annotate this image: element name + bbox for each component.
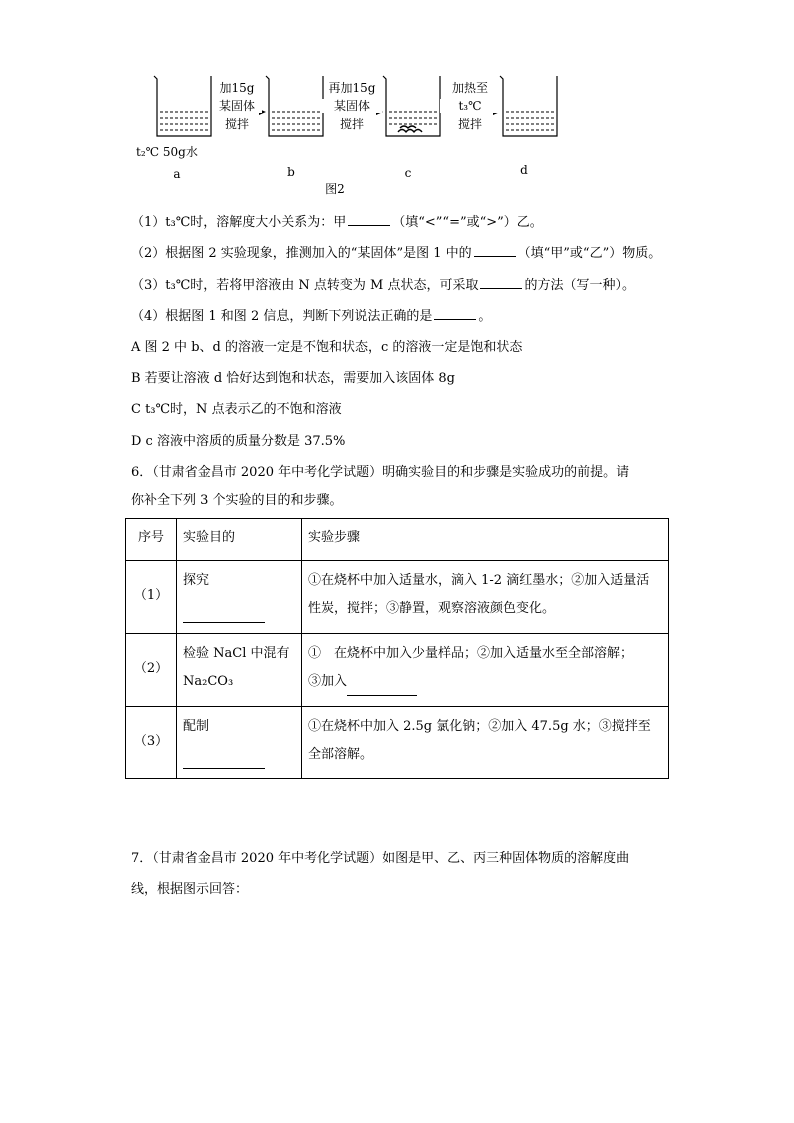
q5-option-d: D c 溶液中溶质的质量分数是 37.5% — [131, 434, 346, 449]
arrow-3-line-2: t₃℃ — [440, 99, 500, 113]
header-purpose: 实验目的 — [183, 530, 236, 545]
beaker-d-label: d — [520, 163, 528, 177]
table-row — [126, 561, 669, 634]
row-1-purpose-blank[interactable] — [183, 604, 265, 623]
arrow-1-line-3: 搅拌 — [224, 117, 249, 131]
arrow-2-line-1: 再加15g — [328, 81, 376, 95]
row-1-index: （1） — [133, 588, 169, 603]
row-3-purpose-blank[interactable] — [183, 750, 265, 769]
q5-sub3: （3）t₃℃时，若将甲溶液由 N 点转变为 M 点状态，可采取 的方法（写一种）。 — [131, 278, 635, 293]
table-row — [126, 707, 669, 779]
q5-sub1: （1）t₃℃时，溶解度大小关系为：甲 （填“<”“=”或“>”）乙。 — [131, 215, 543, 230]
table-row — [126, 634, 669, 707]
arrow-3-line-1: 加热至 — [451, 81, 488, 95]
row-3-purpose: 配制 — [183, 719, 210, 734]
row-2-purpose-formula: Na₂CO₃ — [183, 674, 234, 689]
answer-blank[interactable] — [348, 213, 390, 226]
beaker-b — [266, 76, 323, 136]
beaker-a-label: a — [173, 167, 181, 181]
q7-line-1: 7．（甘肃省金昌市 2020 年中考化学试题）如图是甲、乙、丙三种固体物质的溶解度曲 — [131, 851, 630, 866]
header-steps: 实验步骤 — [308, 530, 361, 545]
row-2-steps: ① 在烧杯中加入少量样品；②加入适量水至全部溶解； — [308, 646, 634, 661]
arrow-2-line-3: 搅拌 — [339, 117, 364, 131]
arrow-3-line-3: 搅拌 — [457, 117, 482, 131]
beaker-a — [154, 76, 211, 136]
answer-blank[interactable] — [474, 244, 516, 257]
arrow-1-line-2: 某固体 — [212, 99, 262, 113]
answer-blank[interactable] — [480, 276, 522, 289]
row-3-index: （3） — [133, 734, 169, 749]
q6-stem-line-1: 6．（甘肃省金昌市 2020 年中考化学试题）明确实验目的和步骤是实验成功的前提。请 — [131, 465, 630, 480]
row-2-index: （2） — [133, 661, 169, 676]
header-index: 序号 — [137, 530, 164, 545]
row-3-steps: ①在烧杯中加入 2.5g 氯化钠；②加入 47.5g 水；③搅拌至全部溶解。 — [308, 719, 651, 762]
beaker-c-label: c — [404, 166, 412, 180]
beaker-a-condition: t₂℃ 50g水 — [136, 145, 198, 159]
q7-line-2: 线，根据图示回答： — [131, 882, 249, 897]
arrow-2-line-2: 某固体 — [322, 99, 382, 113]
table-header-row — [126, 519, 669, 561]
figure-caption: 图2 — [325, 182, 345, 196]
row-2-steps-cont: ③加入 — [308, 674, 348, 689]
beaker-c — [383, 76, 440, 136]
row-2-steps-blank[interactable] — [347, 681, 417, 696]
q5-option-a: A 图 2 中 b、d 的溶液一定是不饱和状态，c 的溶液一定是饱和状态 — [131, 340, 523, 355]
arrow-1-line-1: 加15g — [219, 81, 255, 95]
q5-sub4: （4）根据图 1 和图 2 信息，判断下列说法正确的是 。 — [131, 309, 492, 324]
q5-sub2: （2）根据图 2 实验现象，推测加入的“某固体”是图 1 中的 （填“甲”或“乙”）物质。 — [131, 246, 662, 261]
beaker-b-label: b — [287, 165, 295, 179]
q6-stem-line-2: 你补全下列 3 个实验的目的和步骤。 — [131, 493, 343, 508]
figure-2 — [130, 70, 570, 200]
experiment-table — [125, 518, 669, 779]
q5-option-b: B 若要让溶液 d 恰好达到饱和状态，需要加入该固体 8g — [131, 371, 455, 386]
q5-option-c: C t₃℃时，N 点表示乙的不饱和溶液 — [131, 402, 342, 417]
row-1-steps: ①在烧杯中加入适量水，滴入 1-2 滴红墨水；②加入适量活性炭，搅拌；③静置，观察溶液颜色变化。 — [308, 573, 650, 616]
answer-blank[interactable] — [434, 307, 476, 320]
row-2-purpose: 检验 NaCl 中混有 — [183, 646, 290, 661]
row-1-purpose: 探究 — [183, 573, 210, 588]
beaker-d — [500, 76, 557, 136]
